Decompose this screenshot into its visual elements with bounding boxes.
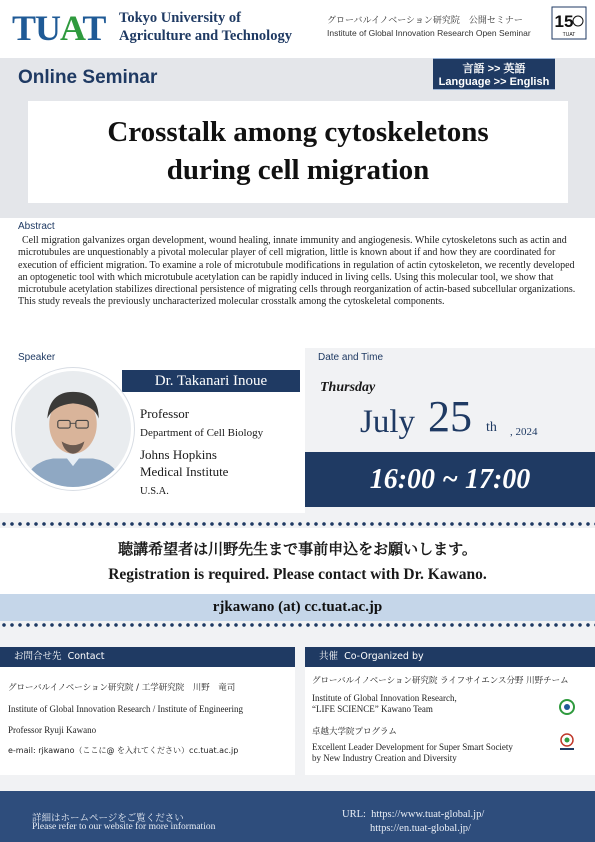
anniversary-logo-icon [551, 6, 587, 40]
footer-note-en: Please refer to our website for more information [32, 822, 216, 832]
speaker-country: U.S.A. [140, 486, 169, 497]
speaker-portrait-icon [15, 371, 131, 487]
anniversary-sub: TUAT [562, 32, 576, 38]
month: July [360, 404, 416, 440]
contact-line-name: Professor Ryuji Kawano [8, 725, 97, 735]
contact-header-jp: お問合せ先 [14, 651, 62, 662]
speaker-name: Dr. Takanari Inoue [122, 370, 300, 392]
coorganized-header-en: Co-Organized by [344, 651, 424, 662]
seminar-title-line1: Crosstalk among cytoskeletons [107, 116, 489, 148]
language-jp: 言語 >> 英語 [433, 58, 555, 77]
speaker-institute-line2: Medical Institute [140, 464, 229, 479]
speaker-institute-line1: Johns Hopkins [140, 447, 217, 462]
seminar-title [28, 101, 568, 203]
seminar-type: Online Seminar [18, 67, 158, 88]
program-logo-icon [556, 731, 578, 753]
coorganized-team-en [312, 693, 562, 715]
footer-url-1[interactable] [342, 809, 484, 820]
registration-notice-jp: 聴講希望者は川野先生まで事前申込をお願いします。 [118, 540, 477, 558]
coorganized-header [305, 647, 595, 667]
contact-line-institute-en: Institute of Global Innovation Research / Institute of Engineering [8, 704, 243, 714]
dotted-divider-bottom [0, 621, 595, 629]
university-name-line1: Tokyo University of [119, 10, 241, 26]
contact-line-institute-jp: グローバルイノベーション研究院 / 工学研究院 川野 竜司 [8, 683, 236, 693]
contact-header-en: Contact [67, 651, 105, 662]
footer-url-1-text[interactable]: https://www.tuat-global.jp/ [371, 809, 485, 820]
university-name-line2: Agriculture and Technology [119, 28, 292, 44]
seminar-title-line2: during cell migration [166, 154, 430, 186]
anniversary-number: 15 [554, 12, 574, 31]
contact-line-email[interactable]: e-mail: rjkawano（ここに@ を入れてください）cc.tuat.ac.jp [8, 746, 239, 755]
speaker-label: Speaker [18, 352, 56, 363]
weekday: Thursday [320, 380, 376, 395]
abstract-label: Abstract [18, 221, 55, 232]
coorganized-program-en-line1: Excellent Leader Development for Super Smart Society [312, 742, 513, 752]
language-en: Language >> English [433, 75, 555, 90]
registration-email[interactable]: rjkawano (at) cc.tuat.ac.jp [0, 594, 595, 621]
logo-text-accent: A [60, 8, 83, 48]
logo-text-main: TU [12, 8, 61, 48]
speaker-institute [140, 446, 290, 480]
date-label: Date and Time [318, 352, 384, 363]
coorganized-program-en [312, 742, 562, 764]
contact-header [0, 647, 295, 667]
abstract-text: Cell migration galvanizes organ development, wound healing, innate immunity and angiogenesis. While cytoskeletons such as actin and microtubules are unquestionably a pivotal molecular player of cell migration, little is known about if and how they are coordinated for execution of efficient migration. To examine a role of microtubule modifications in regulation of actin cytoskeleton, we recently developed an optogenetic tool with which microtubule acetylation can be rapidly induced in living cells. Using this molecular tool, we show that microtubule acetylation stabilizes directional persistence of migrating cells through reorganization of actin-based subcellular organizations. This study reveals the previously uncharacterized molecular crosstalk among the cytoskeletal components. [18, 235, 576, 308]
university-name [119, 9, 292, 45]
footer-url-2[interactable]: https://en.tuat-global.jp/ [370, 823, 471, 834]
tuat-logo[interactable] [12, 7, 105, 49]
year: , 2024 [510, 426, 538, 438]
institute-name-jp: グローバルイノベーション研究院 公開セミナー [327, 15, 523, 25]
speaker-title: Professor [140, 406, 190, 421]
day-suffix: th [486, 420, 497, 435]
coorganized-program-en-line2: by New Industry Creation and Diversity [312, 753, 457, 763]
footer-url-label: URL: [342, 809, 366, 820]
coorganized-header-jp: 共催 [319, 651, 339, 662]
coorganized-team-en-line2: “LIFE SCIENCE” Kawano Team [312, 704, 433, 714]
institute-name-en: Institute of Global Innovation Research Open Seminar [327, 28, 531, 38]
speaker-photo [12, 368, 134, 490]
day: 25 [428, 392, 472, 441]
dotted-divider-top [0, 520, 595, 528]
speaker-department: Department of Cell Biology [140, 427, 264, 439]
logo-text-end: T [82, 8, 106, 48]
coorganized-program-jp: 卓越大学院プログラム [312, 727, 397, 737]
time-range: 16:00 ~ 17:00 [305, 452, 595, 507]
life-science-logo-icon [558, 698, 576, 716]
registration-notice-en: Registration is required. Please contact with Dr. Kawano. [108, 566, 487, 583]
footer-note-jp: 詳細はホームページをご覧ください [32, 813, 184, 824]
coorganized-team-jp: グローバルイノベーション研究院 ライフサイエンス分野 川野チーム [312, 676, 569, 686]
coorganized-team-en-line1: Institute of Global Innovation Research, [312, 693, 457, 703]
